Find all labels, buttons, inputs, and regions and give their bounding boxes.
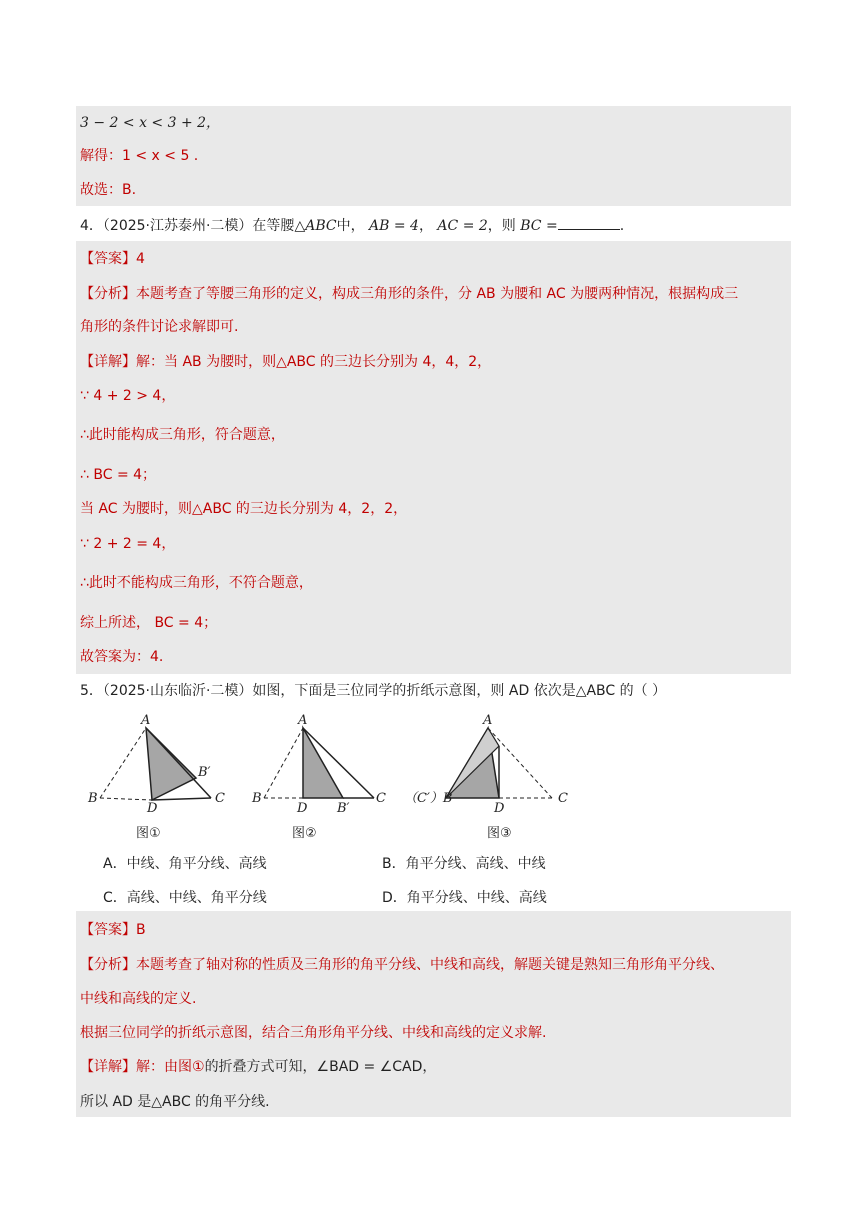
- q4-solution-block: [76, 241, 791, 674]
- fig1-label-c: C: [215, 791, 225, 806]
- q5-detail: [80, 1057, 436, 1077]
- answer-blank: [558, 215, 620, 230]
- fig3-label-cprime-b: （C′）B: [404, 791, 453, 806]
- q4-so2: ∴ BC = 4；: [80, 467, 157, 483]
- prev-inequality: 3 − 2 < x < 3 + 2，: [80, 115, 221, 131]
- fig3-label-a: A: [483, 713, 493, 728]
- q4-case2: 当 AC 为腰时，则△ABC 的三边长分别为 4，2，2，: [80, 501, 408, 517]
- q4-analysis-line1: 【分析】本题考查了等腰三角形的定义，构成三角形的条件，分 AB 为腰和 AC 为腰两种情况，根据构成三: [80, 286, 739, 302]
- fig3-label-c: C: [558, 791, 568, 806]
- q5-detail-suffix: 的折叠方式可知，∠BAD = ∠CAD，: [204, 1059, 437, 1075]
- q5-analysis-line2: 中线和高线的定义.: [80, 991, 197, 1007]
- fig3-caption: 图③: [487, 826, 512, 841]
- q4-summary: 综上所述， BC = 4；: [80, 615, 218, 631]
- q4-since1: ∵ 4 + 2 > 4，: [80, 388, 176, 404]
- q4-stem-sep: ，: [418, 218, 433, 234]
- q4-detail-line1: 【详解】解：当 AB 为腰时，则△ABC 的三边长分别为 4，4，2，: [80, 354, 492, 370]
- q5-stem: 5．（2025·山东临沂·二模）如图，下面是三位同学的折纸示意图，则 AD 依次是△ABC 的（ ）: [80, 683, 667, 699]
- q4-stem-triangle: △ABC: [294, 218, 337, 234]
- option-b[interactable]: B．角平分线、高线、中线: [382, 856, 546, 872]
- q4-stem-ac: AC = 2: [437, 218, 488, 234]
- q5-solution-block: [76, 911, 791, 1117]
- option-d[interactable]: D．角平分线、中线、高线: [382, 890, 547, 906]
- q4-stem-then: ，则: [487, 218, 516, 234]
- fig2-caption: 图②: [292, 826, 317, 841]
- fig2-label-a: A: [298, 713, 308, 728]
- q4-final: 故答案为：4.: [80, 649, 164, 665]
- fig2-label-d: D: [297, 801, 308, 816]
- fig2-label-b: B: [252, 791, 262, 806]
- fig1-caption: 图①: [136, 826, 161, 841]
- q5-detail-prefix: 【详解】解：由图: [80, 1059, 192, 1075]
- q4-so1: ∴此时能构成三角形，符合题意，: [80, 427, 285, 443]
- fig2-label-bprime: B′: [337, 801, 350, 816]
- figure-3: [404, 708, 576, 822]
- fig1-label-a: A: [141, 713, 151, 728]
- figure-2: [248, 708, 398, 822]
- q5-conclusion: 所以 AD 是△ABC 的角平分线.: [80, 1094, 270, 1110]
- fig1-label-bprime: B′: [198, 765, 211, 780]
- q4-stem-prefix: 4．（2025·江苏泰州·二模）在等腰: [80, 218, 295, 234]
- q4-stem-mid: 中，: [336, 218, 365, 234]
- fig2-folded-triangle: [303, 728, 343, 798]
- q4-analysis-line2: 角形的条件讨论求解即可.: [80, 319, 239, 335]
- prev-choice: 故选：B.: [80, 182, 137, 198]
- q4-stem: [80, 215, 624, 236]
- q4-since2: ∵ 2 + 2 = 4，: [80, 536, 176, 552]
- fig3-label-d: D: [494, 801, 505, 816]
- q4-stem-bc: BC =: [520, 218, 558, 234]
- q4-answer: 【答案】4: [80, 251, 145, 267]
- prev-solve: 解得：1 < x < 5 .: [80, 148, 199, 164]
- q4-so3: ∴此时不能构成三角形，不符合题意，: [80, 575, 313, 591]
- q5-answer: 【答案】B: [80, 922, 146, 938]
- q4-stem-end: .: [619, 218, 625, 234]
- q4-stem-ab: AB = 4: [369, 218, 419, 234]
- option-c[interactable]: C．高线、中线、角平分线: [103, 890, 267, 906]
- figure-1: [86, 708, 236, 822]
- fig1-folded-triangle: [146, 728, 196, 800]
- q5-analysis-line3: 根据三位同学的折纸示意图，结合三角形角平分线、中线和高线的定义求解.: [80, 1025, 547, 1041]
- q5-detail-circle: ①: [192, 1059, 205, 1075]
- option-a[interactable]: A．中线、角平分线、高线: [103, 856, 267, 872]
- fig1-label-d: D: [147, 801, 158, 816]
- fig1-label-b: B: [88, 791, 98, 806]
- q5-analysis-line1: 【分析】本题考查了轴对称的性质及三角形的角平分线、中线和高线，解题关键是熟知三角形角平分线、: [80, 957, 724, 973]
- fig2-label-c: C: [376, 791, 386, 806]
